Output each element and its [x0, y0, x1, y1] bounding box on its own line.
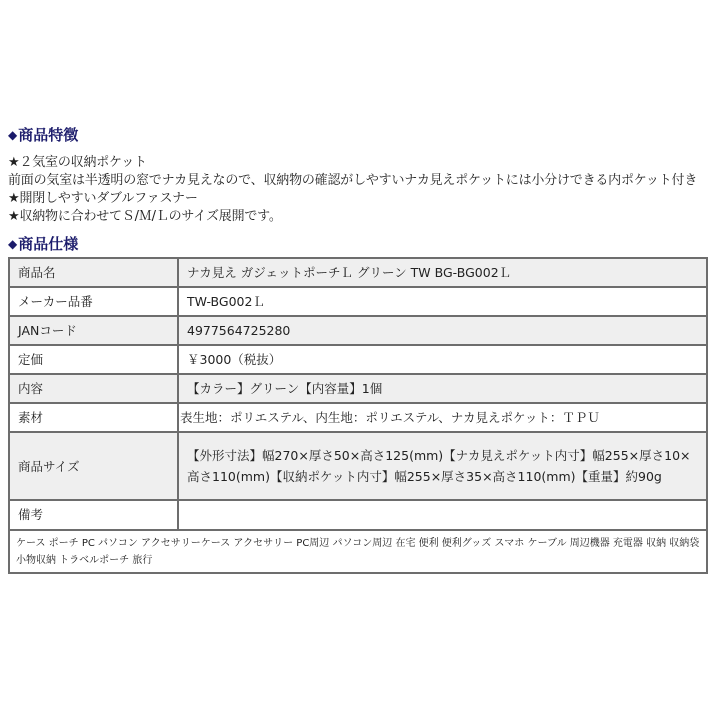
diamond-icon: ◆: [8, 128, 18, 142]
spec-label: 内容: [9, 374, 178, 403]
spec-value: ナカ見え ガジェットポーチＬ グリーン TW BG-BG002Ｌ: [178, 258, 707, 287]
spec-value: 【カラー】グリーン【内容量】1個: [178, 374, 707, 403]
spec-row-remarks: [9, 500, 707, 530]
spec-label: メーカー品番: [9, 287, 178, 316]
spec-value: ￥3000（税抜）: [178, 345, 707, 374]
spec-row-product-name: [9, 258, 707, 287]
spec-label: 商品サイズ: [9, 432, 178, 500]
spec-heading: [8, 234, 78, 254]
diamond-icon: ◆: [8, 237, 18, 251]
feature-line: ★収納物に合わせてＳ/Ｍ/Ｌのサイズ展開です。: [8, 209, 282, 224]
feature-line: 前面の気室は半透明の窓でナカ見えなので、収納物の確認がしやすいナカ見えポケットには小分けできる内ポケット付き: [8, 173, 698, 188]
spec-row-material: [9, 403, 707, 432]
spec-row-contents: [9, 374, 707, 403]
features-list: [8, 154, 718, 226]
features-heading-text: 商品特徴: [18, 126, 79, 144]
keywords-text: ケース ポーチ PC パソコン アクセサリーケース アクセサリー PC周辺 パソコン周辺 在宅 便利 便利グッズ スマホ ケーブル 周辺機器 充電器 収納 収納袋 小物収納 トラベルポーチ 旅行: [9, 530, 707, 573]
spec-row-keywords: [9, 530, 707, 573]
spec-value: 表生地：ポリエステル、内生地：ポリエステル、ナカ見えポケット：ＴＰＵ: [178, 403, 707, 432]
spec-heading-text: 商品仕様: [18, 235, 79, 253]
spec-label: 素材: [9, 403, 178, 432]
spec-label: 商品名: [9, 258, 178, 287]
spec-label: 備考: [9, 500, 178, 530]
spec-row-price: [9, 345, 707, 374]
spec-row-maker-code: [9, 287, 707, 316]
spec-row-size: [9, 432, 707, 500]
spec-value: 【外形寸法】幅270×厚さ50×高さ125(mm)【ナカ見えポケット内寸】幅255×厚さ10×高さ110(mm)【収納ポケット内寸】幅255×厚さ35×高さ110(mm)【重量】約90g: [178, 432, 707, 500]
spec-value: TW-BG002Ｌ: [178, 287, 707, 316]
features-heading: [8, 125, 78, 145]
feature-line: ★開閉しやすいダブルファスナー: [8, 191, 198, 206]
spec-label: JANコード: [9, 316, 178, 345]
spec-table: [8, 257, 708, 574]
spec-label: 定価: [9, 345, 178, 374]
spec-value: [178, 500, 707, 530]
feature-line: ★２気室の収納ポケット: [8, 155, 147, 170]
spec-row-jan-code: [9, 316, 707, 345]
spec-value: 4977564725280: [178, 316, 707, 345]
